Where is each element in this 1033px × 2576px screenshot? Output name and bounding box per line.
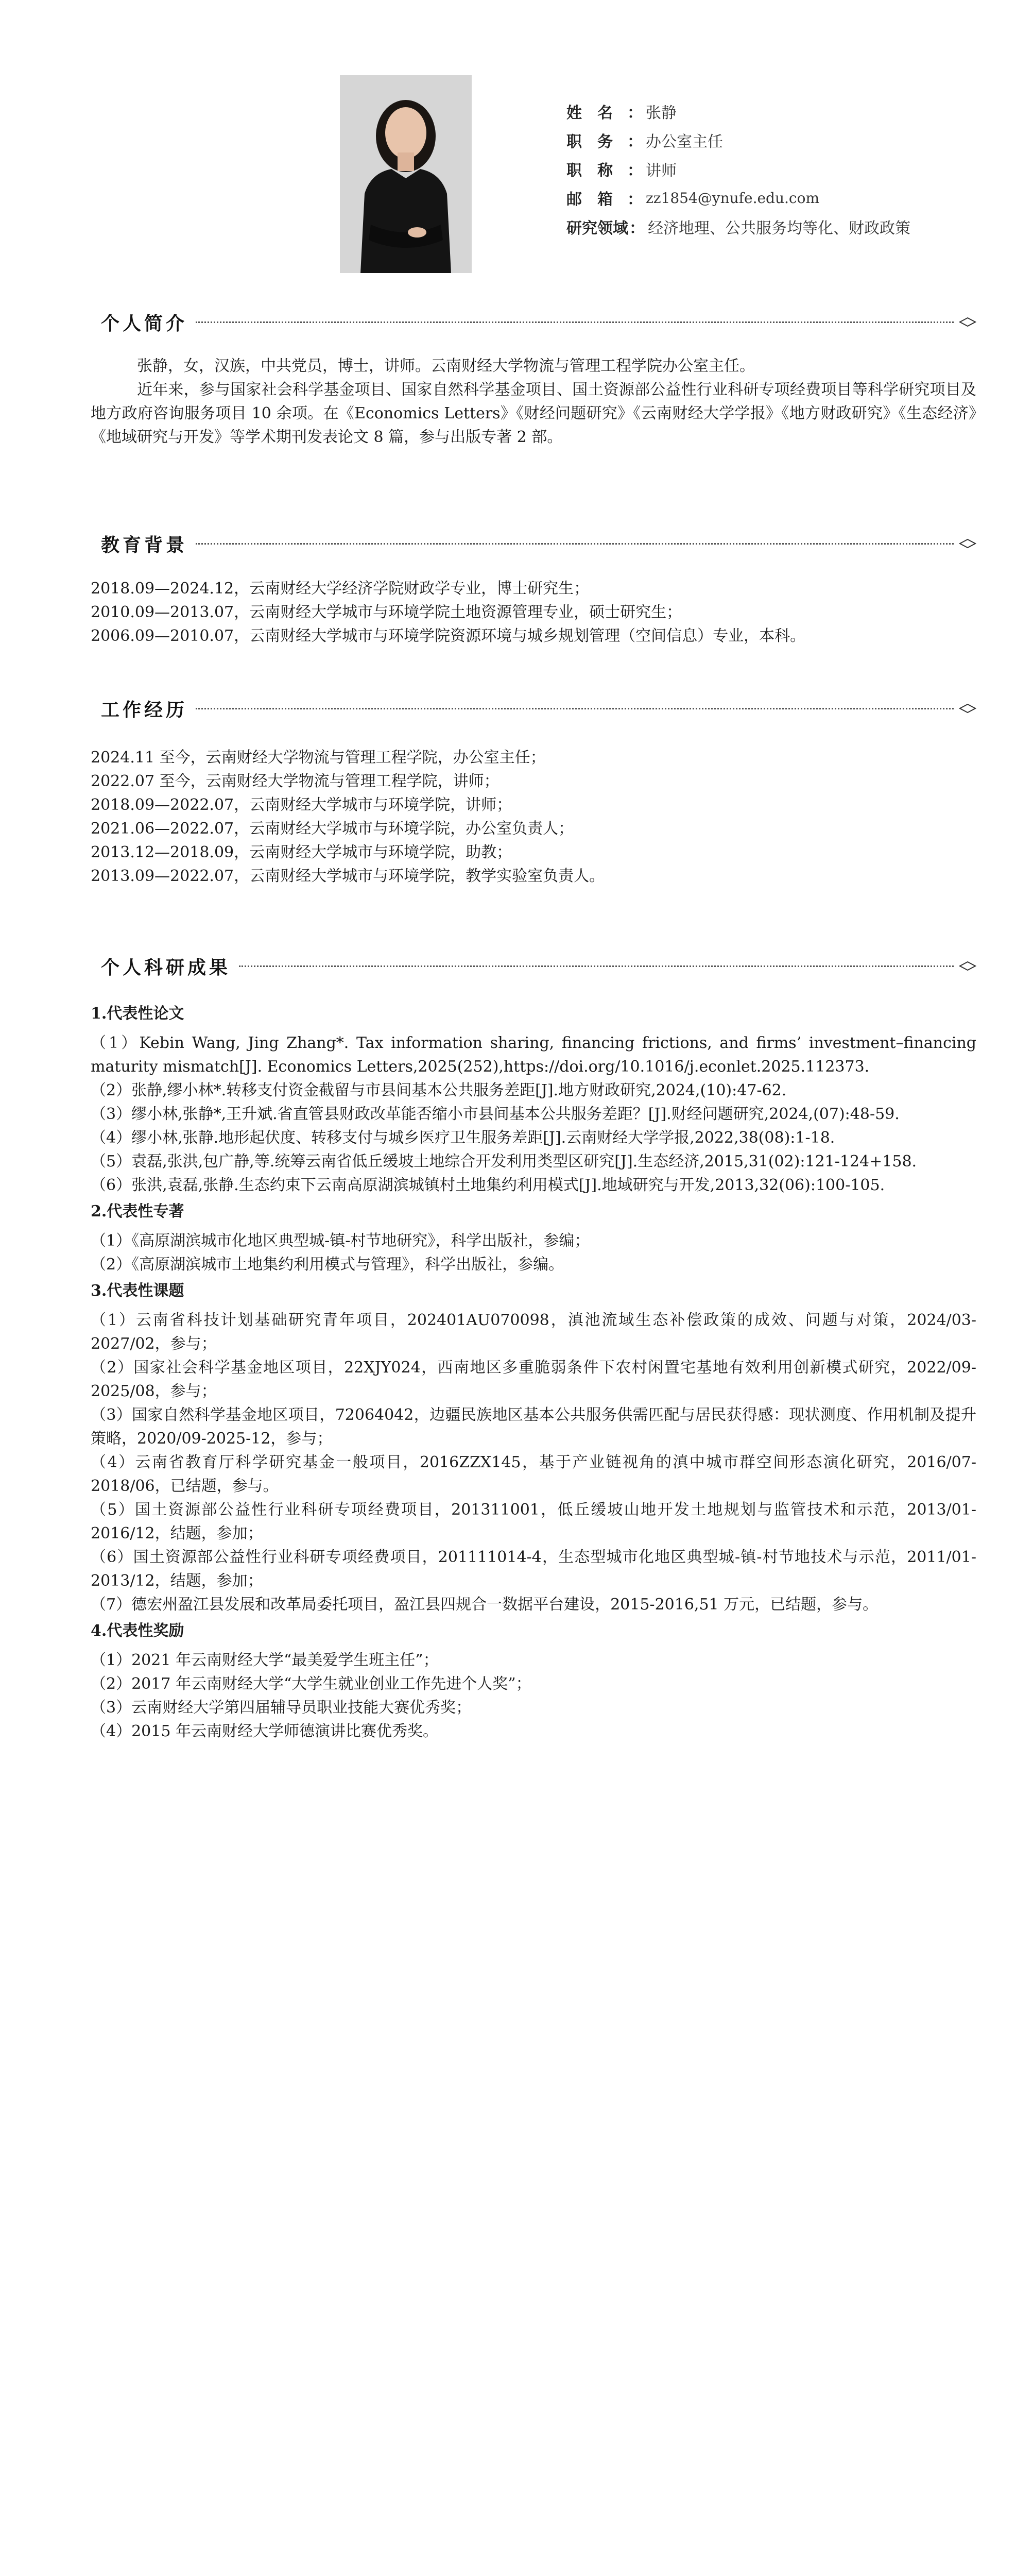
- intro-block: [91, 354, 976, 449]
- work-list: [91, 746, 976, 888]
- profile-info: [566, 97, 978, 241]
- diamond-icon: [959, 703, 976, 714]
- colon: ：: [627, 162, 643, 180]
- section-divider: [196, 708, 954, 709]
- section-header-intro: [101, 309, 976, 335]
- project-item: （4）云南省教育厅科学研究基金一般项目，2016ZZX145，基于产业链视角的滇中城市群空间形态演化研究，2016/07-2018/06，已结题，参与。: [91, 1453, 976, 1495]
- project-item: （7）德宏州盈江县发展和改革局委托项目，盈江县四规合一数据平台建设，2015-2016,51 万元，已结题，参与。: [91, 1596, 879, 1614]
- work-item: 2024.11 至今，云南财经大学物流与管理工程学院，办公室主任；: [91, 749, 546, 767]
- project-item: （5）国土资源部公益性行业科研专项经费项目，201311001，低丘缓坡山地开发土地规划与监管技术和示范，2013/01-2016/12，结题，参加；: [91, 1501, 976, 1543]
- intro-paragraph-1: 张静，女，汉族，中共党员，博士，讲师。云南财经大学物流与管理工程学院办公室主任。: [137, 357, 755, 375]
- intro-paragraph-2: 近年来，参与国家社会科学基金项目、国家自然科学基金项目、国土资源部公益性行业科研专项经费项目等科学研究项目及地方政府咨询服务项目 10 余项。在《Economics Letters》《财经问题研究》《云南财经大学学报》《地方财政研究》《生态经济》《地域研究与开发》等学术期刊发表论文 8 篇，参与出版专著 2 部。: [91, 381, 976, 446]
- section-title-education: 教育背景: [101, 534, 188, 556]
- profile-row-email: [566, 183, 978, 212]
- profile-row-research-field: [566, 212, 978, 241]
- books-heading: 2.代表性专著: [91, 1202, 184, 1221]
- project-item: （1）云南省科技计划基础研究青年项目，202401AU070098，滇池流域生态补偿政策的成效、问题与对策，2024/03-2027/02，参与；: [91, 1311, 976, 1353]
- name-label: 姓 名: [566, 104, 613, 122]
- section-title-intro: 个人简介: [101, 313, 188, 334]
- work-item: 2013.09—2022.07，云南财经大学城市与环境学院，教学实验室负责人。: [91, 867, 605, 885]
- paper-item: （6）张洪,袁磊,张静.生态约束下云南高原湖滨城镇村土地集约利用模式[J].地域研究与开发,2013,32(06):100-105.: [91, 1176, 885, 1194]
- colon: ：: [629, 219, 645, 238]
- paper-item: （2）张静,缪小林*.转移支付资金截留与市县间基本公共服务差距[J].地方财政研究,2024,(10):47-62.: [91, 1081, 787, 1099]
- research-field-label: 研究领域: [566, 219, 628, 238]
- book-item: （2）《高原湖滨城市土地集约利用模式与管理》，科学出版社，参编。: [91, 1256, 564, 1274]
- diamond-icon: [959, 317, 976, 327]
- project-item: （3）国家自然科学基金地区项目，72064042，边疆民族地区基本公共服务供需匹配与居民获得感：现状测度、作用机制及提升策略，2020/09-2025-12，参与；: [91, 1406, 976, 1448]
- diamond-icon: [959, 538, 976, 549]
- education-list: [91, 577, 976, 648]
- work-item: 2022.07 至今，云南财经大学物流与管理工程学院，讲师；: [91, 772, 500, 790]
- award-item: （4）2015 年云南财经大学师德演讲比赛优秀奖。: [91, 1722, 438, 1740]
- awards-heading: 4.代表性奖励: [91, 1622, 184, 1640]
- education-item: 2006.09—2010.07，云南财经大学城市与环境学院资源环境与城乡规划管理（空间信息）专业，本科。: [91, 627, 806, 645]
- profile-row-name: [566, 97, 978, 126]
- email-value[interactable]: zz1854@ynufe.edu.com: [646, 189, 819, 207]
- position-value: 办公室主任: [646, 133, 723, 151]
- profile-row-title: [566, 155, 978, 183]
- research-block: [91, 999, 976, 1743]
- email-label: 邮 箱: [566, 191, 613, 209]
- paper-item: （4）缪小林,张静.地形起伏度、转移支付与城乡医疗卫生服务差距[J].云南财经大学学报,2022,38(08):1-18.: [91, 1129, 835, 1147]
- position-label: 职 务: [566, 133, 613, 151]
- project-item: （6）国土资源部公益性行业科研专项经费项目，201111014-4，生态型城市化地区典型城-镇-村节地技术与示范，2011/01-2013/12，结题，参加；: [91, 1548, 976, 1590]
- profile-row-position: [566, 126, 978, 155]
- section-title-research: 个人科研成果: [101, 957, 231, 978]
- name-value: 张静: [646, 104, 677, 122]
- work-item: 2018.09—2022.07，云南财经大学城市与环境学院，讲师；: [91, 796, 512, 814]
- papers-heading: 1.代表性论文: [91, 1005, 184, 1023]
- section-divider: [196, 543, 954, 545]
- profile-photo: [340, 75, 472, 273]
- section-header-work: [101, 696, 976, 721]
- paper-item: （1）Kebin Wang, Jing Zhang*. Tax information sharing, financing frictions, and firms’ investment–financing maturity mismatch[J]. Economics Letters,2025(252),https://doi.org/10.1016/j.econlet.2025.112373.: [91, 1034, 976, 1076]
- paper-item: （5）袁磊,张洪,包广静,等.统筹云南省低丘缓坡土地综合开发利用类型区研究[J].生态经济,2015,31(02):121-124+158.: [91, 1153, 917, 1171]
- paper-item: （3）缪小林,张静*,王升斌.省直管县财政改革能否缩小市县间基本公共服务差距？[J].财经问题研究,2024,(07):48-59.: [91, 1105, 900, 1123]
- diamond-icon: [959, 961, 976, 971]
- research-field-value: 经济地理、公共服务均等化、财政政策: [648, 219, 910, 238]
- section-header-research: [101, 953, 976, 979]
- projects-heading: 3.代表性课题: [91, 1282, 184, 1300]
- award-item: （3）云南财经大学第四届辅导员职业技能大赛优秀奖；: [91, 1699, 472, 1717]
- title-label: 职 称: [566, 162, 613, 180]
- section-divider: [196, 321, 954, 323]
- work-item: 2021.06—2022.07，云南财经大学城市与环境学院，办公室负责人；: [91, 820, 574, 838]
- section-header-education: [101, 531, 976, 556]
- education-item: 2010.09—2013.07，云南财经大学城市与环境学院土地资源管理专业，硕士研究生；: [91, 603, 682, 621]
- project-item: （2）国家社会科学基金地区项目，22XJY024，西南地区多重脆弱条件下农村闲置宅基地有效利用创新模式研究，2022/09-2025/08，参与；: [91, 1359, 976, 1400]
- education-item: 2018.09—2024.12，云南财经大学经济学院财政学专业，博士研究生；: [91, 580, 590, 598]
- section-title-work: 工作经历: [101, 699, 188, 721]
- colon: ：: [627, 104, 643, 122]
- section-divider: [239, 965, 954, 967]
- work-item: 2013.12—2018.09，云南财经大学城市与环境学院，助教；: [91, 843, 512, 861]
- colon: ：: [627, 191, 643, 209]
- colon: ：: [627, 133, 643, 151]
- award-item: （1）2021 年云南财经大学“最美爱学生班主任”；: [91, 1651, 439, 1669]
- book-item: （1）《高原湖滨城市化地区典型城-镇-村节地研究》，科学出版社，参编；: [91, 1232, 590, 1250]
- award-item: （2）2017 年云南财经大学“大学生就业创业工作先进个人奖”；: [91, 1675, 531, 1693]
- title-value: 讲师: [646, 162, 677, 180]
